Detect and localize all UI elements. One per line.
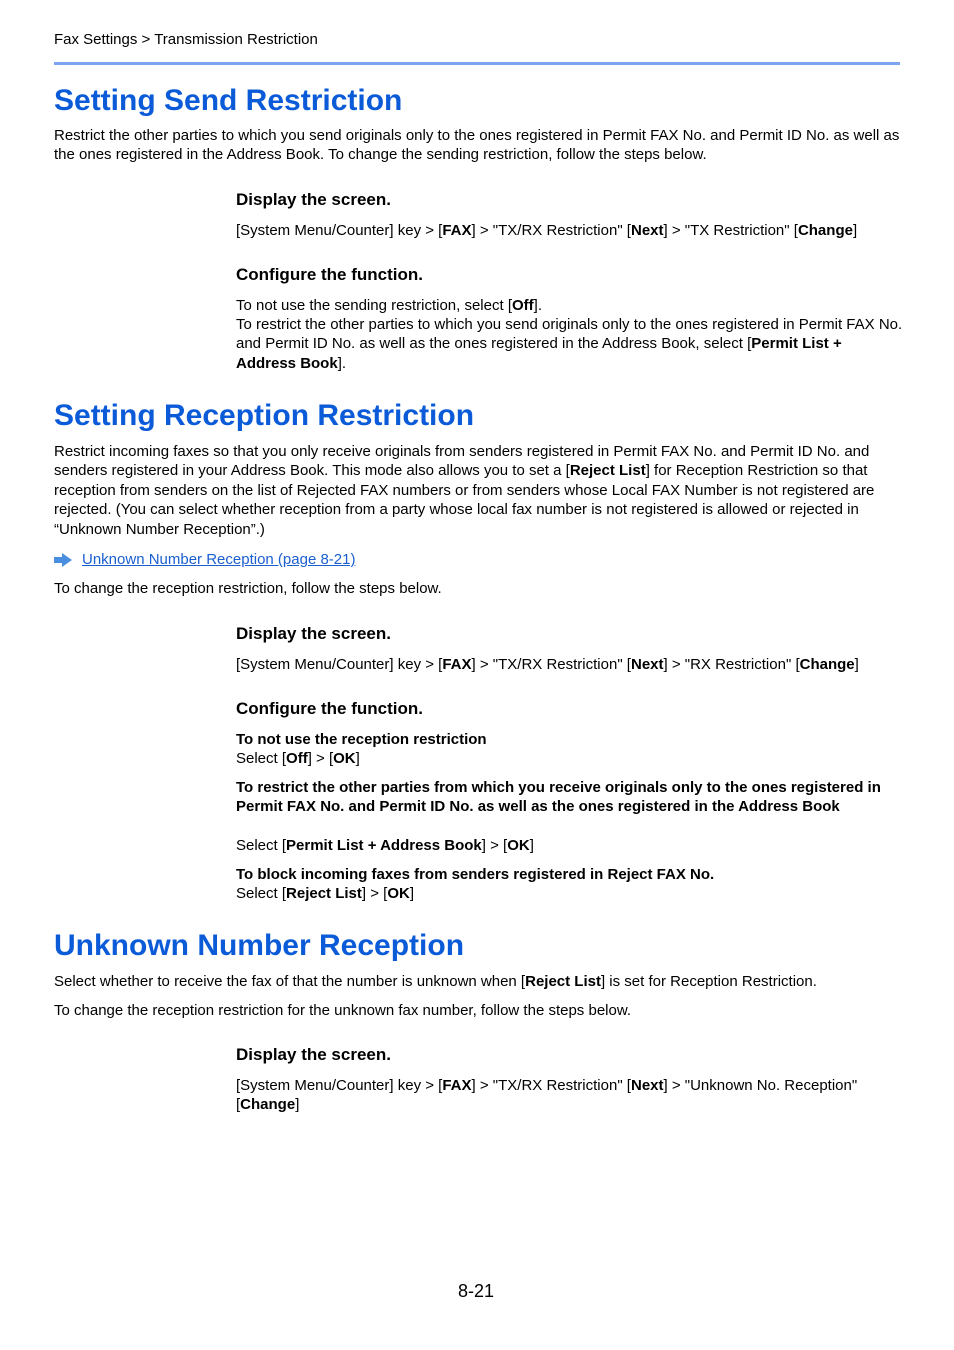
reception-restriction-intro: Restrict incoming faxes so that you only receive originals from senders registered in Permit FAX No. and Permit ID No. and senders registered in your Address Book. This mode also allows you to set a [Reject List] for Reception Restriction so that reception from senders on the list of Rejected FAX numbers or from senders whose Local FAX Number is not registered are rejected. (You can select whether reception from a party whose local fax number is not registered is allowed or rejected in “Unknown Number Reception”.) — [54, 443, 875, 538]
send-restriction-intro: Restrict the other parties to which you send originals only to the ones registered in Permit FAX No. and Permit ID No. as well as the ones registered in the Address Book. To change the sending restriction, follow the steps below. — [54, 127, 900, 164]
step-title: Display the screen. — [236, 190, 391, 209]
option-text: Select [Off] > [OK] — [236, 750, 360, 767]
cross-reference[interactable] — [54, 550, 355, 569]
step-text: [System Menu/Counter] key > [FAX] > "TX/RX Restriction" [Next] > "TX Restriction" [Change] — [236, 222, 858, 239]
option-text: Select [Permit List + Address Book] > [OK] — [236, 837, 534, 854]
option-label: To block incoming faxes from senders registered in Reject FAX No. — [236, 866, 715, 883]
unknown-number-steps-intro: To change the reception restriction for the unknown fax number, follow the steps below. — [54, 1002, 632, 1019]
step-title: Display the screen. — [236, 624, 391, 643]
arrow-right-icon — [54, 553, 72, 567]
step-text: [System Menu/Counter] key > [FAX] > "TX/RX Restriction" [Next] > "RX Restriction" [Change] — [236, 656, 859, 673]
step-text: To restrict the other parties to which you send originals only to the ones registered in Permit FAX No. and Permit ID No. as well as the ones registered in the Address Book, select [Permit List + Address Book]. — [236, 316, 903, 372]
section-title-unknown-number: Unknown Number Reception — [54, 929, 465, 962]
header-rule — [54, 62, 900, 65]
breadcrumb: Fax Settings > Transmission Restriction — [54, 31, 318, 48]
step-text: To not use the sending restriction, select [Off]. — [236, 297, 542, 314]
option-label: To restrict the other parties from which you receive originals only to the ones registered in Permit FAX No. and Permit ID No. as well as the ones registered in the Address Book — [236, 779, 881, 816]
reception-steps-intro: To change the reception restriction, follow the steps below. — [54, 580, 442, 597]
page-number: 8-21 — [458, 1281, 495, 1301]
section-title-send-restriction: Setting Send Restriction — [54, 84, 403, 117]
step-title: Display the screen. — [236, 1045, 391, 1064]
unknown-number-intro: Select whether to receive the fax of that the number is unknown when [Reject List] is set for Reception Restriction. — [54, 973, 817, 990]
section-title-reception-restriction: Setting Reception Restriction — [54, 399, 475, 432]
step-title: Configure the function. — [236, 265, 423, 284]
option-text: Select [Reject List] > [OK] — [236, 885, 414, 902]
step-title: Configure the function. — [236, 699, 423, 718]
option-label: To not use the reception restriction — [236, 731, 487, 748]
unknown-number-reception-link[interactable]: Unknown Number Reception (page 8-21) — [82, 551, 356, 568]
step-text: [System Menu/Counter] key > [FAX] > "TX/RX Restriction" [Next] > "Unknown No. Reception" [Change] — [236, 1077, 858, 1114]
